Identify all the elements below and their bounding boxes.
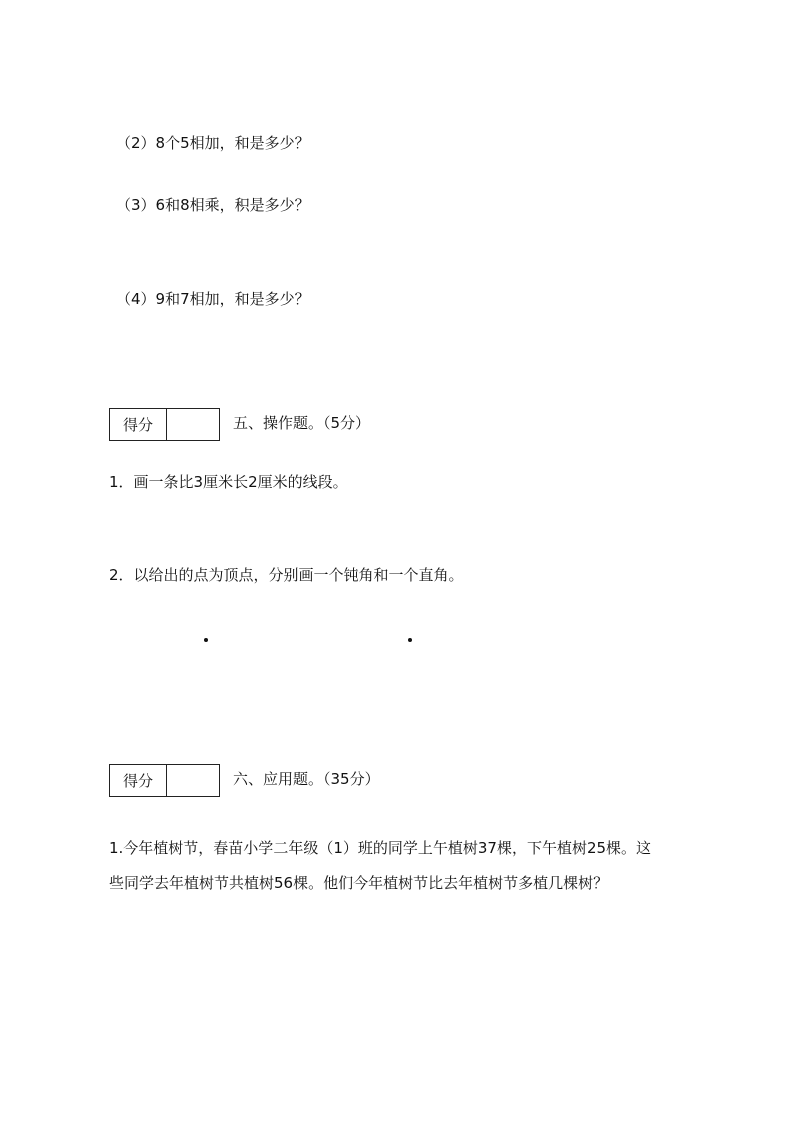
vertex-dot-obtuse: [204, 638, 208, 642]
score-label: 得分: [110, 409, 167, 440]
score-blank[interactable]: [167, 765, 219, 796]
score-box-section5: [109, 408, 220, 441]
section5-item-1: 1．画一条比3厘米长2厘米的线段。: [109, 473, 348, 491]
section6-title: 六、应用题。（35分）: [233, 770, 380, 788]
section5-title: 五、操作题。（5分）: [233, 414, 371, 432]
question-4-2: （2）8个5相加，和是多少？: [116, 134, 310, 152]
section6-problem1-line2: 些同学去年植树节共植树56棵。他们今年植树节比去年植树节多植几棵树？: [109, 874, 609, 892]
score-blank[interactable]: [167, 409, 219, 440]
score-box-section6: [109, 764, 220, 797]
section5-item-2: 2．以给出的点为顶点，分别画一个钝角和一个直角。: [109, 566, 464, 584]
section6-problem1-line1: 1.今年植树节，春苗小学二年级（1）班的同学上午植树37棵，下午植树25棵。这: [109, 839, 652, 857]
question-4-3: （3）6和8相乘，积是多少？: [116, 196, 310, 214]
vertex-dot-right: [408, 638, 412, 642]
question-4-4: （4）9和7相加，和是多少？: [116, 290, 310, 308]
score-label: 得分: [110, 765, 167, 796]
